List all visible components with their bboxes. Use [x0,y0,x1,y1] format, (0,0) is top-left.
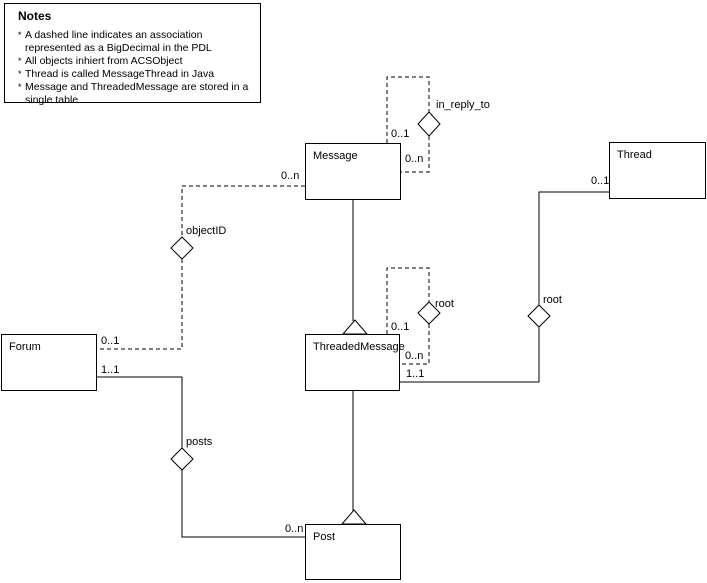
note-item [18,29,256,55]
bullet-icon: * [18,56,22,66]
objectid-diamond [171,237,193,259]
root-thread-diamond [528,305,550,327]
entity-threadedmessage[interactable] [305,334,405,391]
multiplicity-message-in-reply-to-side: 0..n [405,153,424,165]
role-label-objectid: objectID [186,225,227,237]
notes-title: Notes [18,9,52,23]
bullet-icon: * [18,82,22,92]
note-text: Thread is called MessageThread in Java [25,68,215,80]
entity-forum[interactable] [1,334,97,391]
entity-label: Message [313,150,358,162]
entity-label: ThreadedMessage [313,341,405,353]
note-text: Message and ThreadedMessage are stored in a single table [25,81,249,106]
notes-box [4,3,261,106]
entity-post[interactable] [305,524,401,580]
posts-association-line-upper [97,377,182,448]
note-item [18,68,256,81]
role-label-root-self: root [435,298,454,310]
note-text: A dashed line indicates an association represented as a BigDecimal in the PDL [25,29,212,54]
note-text: All objects inhiert from ACSObject [25,55,183,67]
role-label-posts: posts [186,436,213,448]
entity-label: Forum [9,341,41,353]
entity-message[interactable] [305,143,401,200]
note-item [18,55,256,68]
multiplicity-forum-objectid: 0..1 [101,335,120,347]
role-label-in-reply-to: in_reply_to [436,99,490,111]
entity-thread[interactable] [609,142,706,199]
entity-label: Thread [617,149,652,161]
multiplicity-forum-posts: 1..1 [101,364,120,376]
generalization-triangle-threadedmessage [343,320,367,334]
multiplicity-threadedmessage-root-self-side: 0..n [405,350,424,362]
multiplicity-post-posts: 0..n [285,523,304,535]
multiplicity-message-objectid: 0..n [281,170,300,182]
posts-diamond [171,448,193,470]
bullet-icon: * [18,69,22,79]
root-thread-association-line-upper [539,192,609,305]
multiplicity-message-in-reply-to-top: 0..1 [391,128,410,140]
generalization-triangle-post [342,510,366,524]
entity-label: Post [313,531,336,543]
note-item [18,81,256,107]
role-label-root-thread: root [543,294,562,306]
multiplicity-thread-root: 0..1 [591,175,610,187]
bullet-icon: * [18,30,22,40]
multiplicity-threadedmessage-root: 1..1 [406,368,425,380]
multiplicity-threadedmessage-root-self-top: 0..1 [391,321,410,333]
in-reply-to-diamond [418,112,440,136]
